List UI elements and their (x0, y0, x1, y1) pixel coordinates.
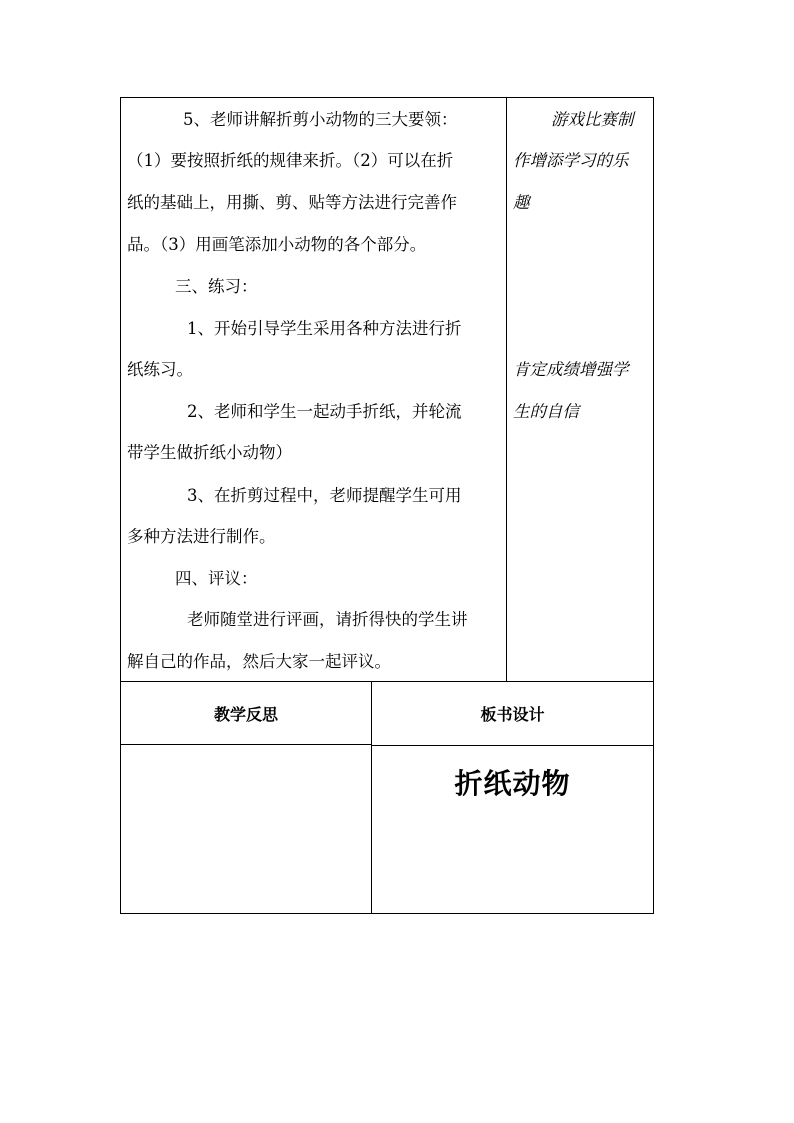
process-line: 解自己的作品，然后大家一起评议。 (127, 652, 391, 671)
reflection-board-table (120, 681, 654, 914)
process-line: 三、练习： (175, 277, 258, 296)
process-line: 纸的基础上，用撕、剪、贴等方法进行完善作 (127, 193, 457, 212)
column-divider (506, 98, 507, 681)
board-title: 折纸动物 (454, 767, 571, 800)
process-line: 品。（3）用画笔添加小动物的各个部分。 (127, 235, 427, 254)
note-line: 肯定成绩增强学 (513, 360, 629, 379)
process-line: 多种方法进行制作。 (127, 527, 276, 546)
row-divider (121, 744, 371, 745)
process-line: 3、在折剪过程中，老师提醒学生可用 (187, 486, 462, 505)
process-line: 5、老师讲解折剪小动物的三大要领： (183, 110, 458, 129)
note-line: 趣 (513, 193, 530, 212)
process-line: 四、评议： (175, 569, 258, 588)
process-line: 纸练习。 (127, 360, 193, 379)
process-line: 1、开始引导学生采用各种方法进行折 (187, 319, 462, 338)
process-line: （1）要按照折纸的规律来折。（2）可以在折 (127, 151, 454, 170)
note-line: 作增添学习的乐 (513, 151, 629, 170)
process-line: 带学生做折纸小动物） (127, 443, 292, 462)
lesson-process-table (120, 97, 654, 682)
row-divider (371, 745, 654, 746)
process-line: 老师随堂进行评画，请折得快的学生讲 (187, 610, 468, 629)
reflection-heading: 教学反思 (213, 704, 278, 724)
note-line: 生的自信 (513, 402, 579, 421)
note-line: 游戏比赛制 (551, 110, 634, 129)
board-design-heading: 板书设计 (480, 704, 545, 724)
process-line: 2、老师和学生一起动手折纸，并轮流 (187, 402, 462, 421)
